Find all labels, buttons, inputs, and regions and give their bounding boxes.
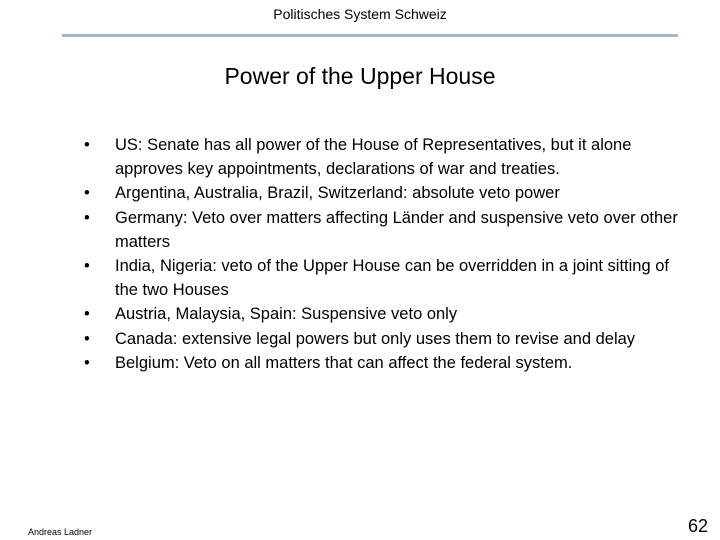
bullet-item [84, 351, 684, 375]
bullet-dot-icon: • [84, 184, 90, 203]
bullet-item [84, 327, 684, 351]
bullet-item [84, 302, 684, 326]
bullet-text: Germany: Veto over matters affecting Länder and suspensive veto over other matters [115, 208, 678, 251]
bullet-dot-icon: • [84, 136, 90, 154]
bullet-dot-icon: • [84, 353, 90, 372]
bullet-text: India, Nigeria: veto of the Upper House can be overridden in a joint sitting of the two Houses [115, 257, 669, 300]
header-divider [62, 34, 678, 37]
bullet-text: US: Senate has all power of the House of Representatives, but it alone approves key appointments, declarations of war and treaties. [115, 136, 632, 179]
bullet-dot-icon: • [84, 257, 90, 276]
bullet-item [84, 206, 684, 254]
bullet-dot-icon: • [84, 305, 90, 324]
header-title: Politisches System Schweiz [273, 6, 447, 22]
bullet-item [84, 181, 684, 205]
slide-title: Power of the Upper House [224, 63, 496, 89]
bullet-text: Argentina, Australia, Brazil, Switzerland: absolute veto power [115, 184, 560, 203]
footer-author: Andreas Ladner [28, 527, 93, 537]
page-number: 62 [687, 516, 708, 536]
bullet-item [84, 254, 684, 302]
bullet-text: Austria, Malaysia, Spain: Suspensive veto only [115, 305, 458, 324]
bullet-dot-icon: • [84, 329, 90, 348]
bullet-text: Canada: extensive legal powers but only uses them to revise and delay [115, 329, 636, 348]
bullet-text: Belgium: Veto on all matters that can affect the federal system. [115, 353, 573, 372]
bullet-dot-icon: • [84, 208, 90, 227]
bullet-list [84, 133, 684, 375]
bullet-item [84, 133, 684, 181]
